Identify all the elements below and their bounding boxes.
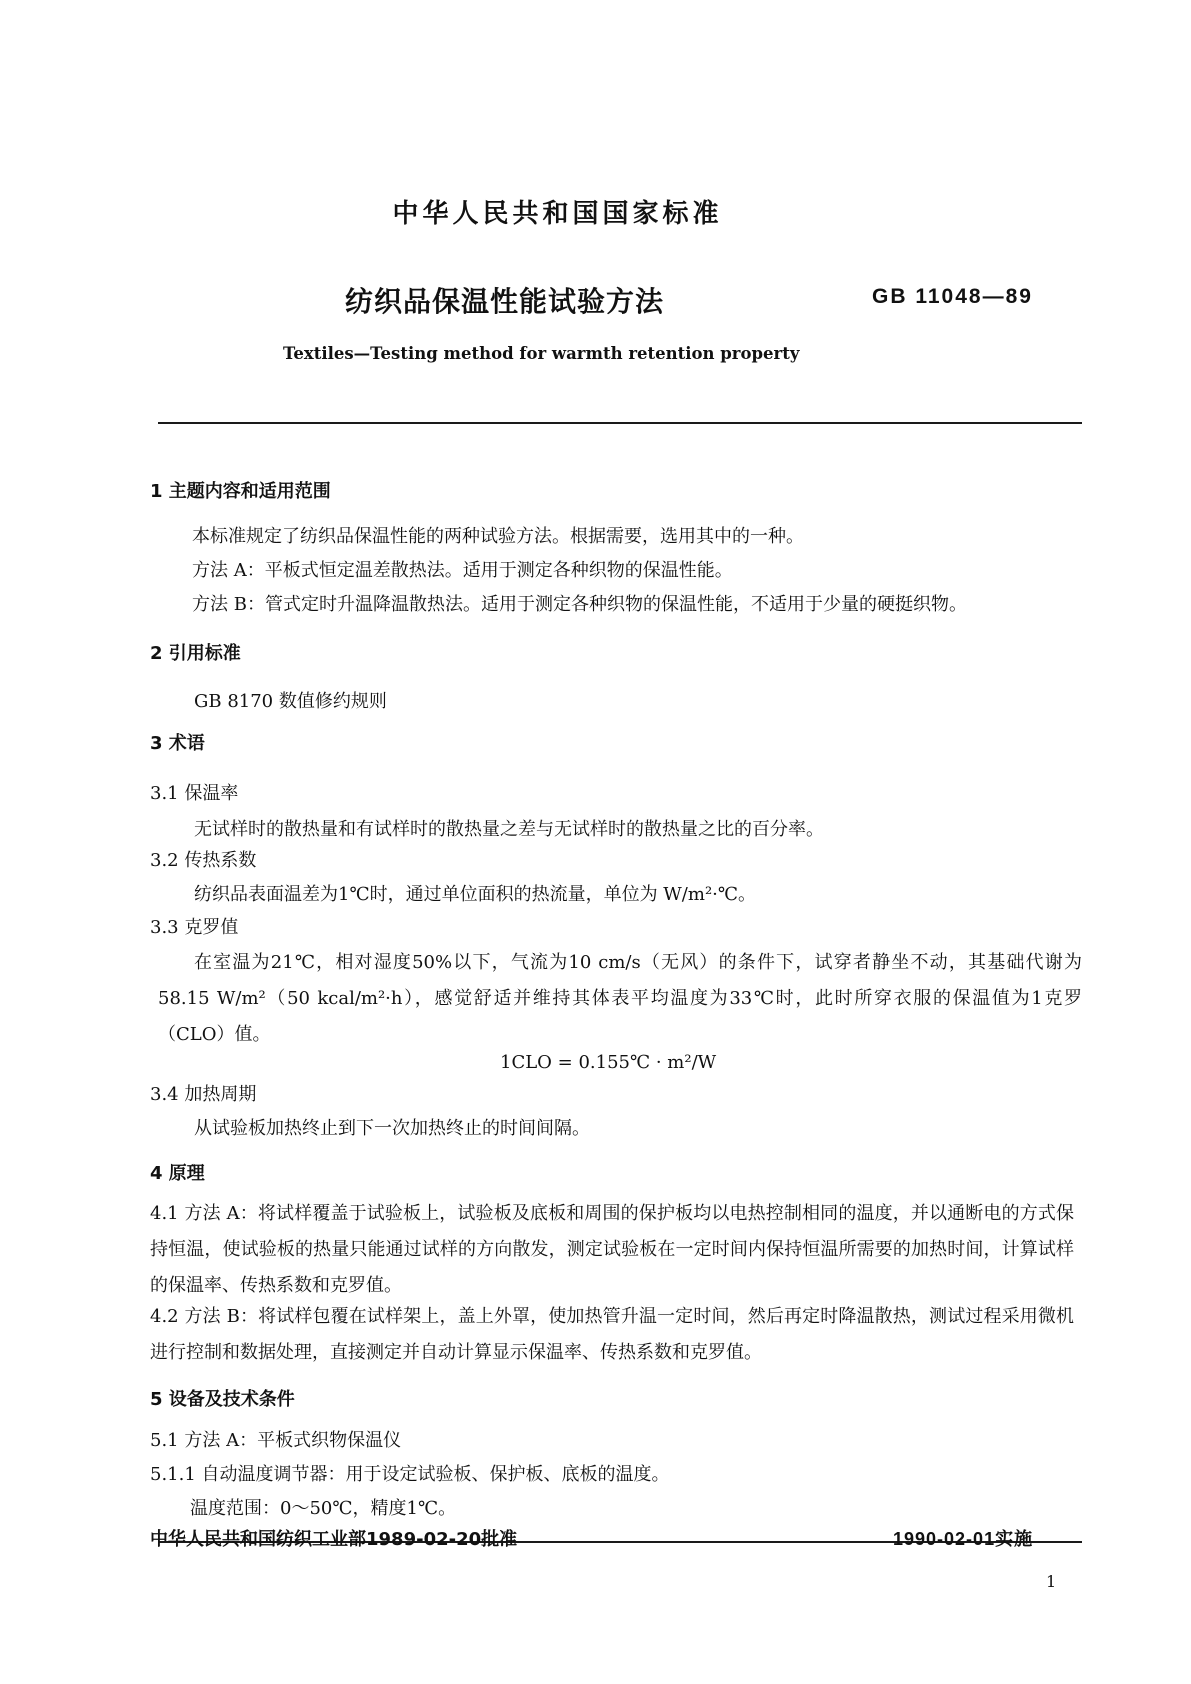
principle-4-1: 4.1 方法 A：将试样覆盖于试验板上，试验板及底板和周围的保护板均以电热控制相同的温度，并以通断电的方式保持恒温，使试验板的热量只能通过试样的方向散发，测定试验板在一定时间内保持恒温所需要的加热时间，计算试样的保温率、传热系数和克罗值。 [150, 1203, 1074, 1296]
equipment-5-1: 5.1 方法 A：平板式织物保温仪 [150, 1430, 402, 1451]
section-1-para-1: 本标准规定了纺织品保温性能的两种试验方法。根据需要，选用其中的一种。 [192, 526, 804, 547]
clo-formula: 1CLO = 0.155℃ · m²/W [500, 1052, 717, 1073]
equipment-5-1-1: 5.1.1 自动温度调节器：用于设定试验板、保护板、底板的温度。 [150, 1464, 670, 1485]
temperature-range: 温度范围：0～50℃，精度1℃。 [190, 1498, 457, 1519]
section-1-para-2: 方法 A：平板式恒定温差散热法。适用于测定各种织物的保温性能。 [192, 560, 733, 581]
term-3-2-definition: 纺织品表面温差为1℃时，通过单位面积的热流量，单位为 W/m²·℃。 [194, 884, 757, 905]
section-3-heading: 3 术语 [150, 733, 205, 754]
term-3-3-definition: 在室温为21℃，相对湿度50%以下，气流为10 cm/s（无风）的条件下，试穿者静坐不动，其基础代谢为58.15 W/m²（50 kcal/m²·h），感觉舒适并维持其体表平均温度为33℃时，此时所穿衣服的保温值为1克罗（CLO）值。 [158, 952, 1082, 1045]
document-title-cn: 纺织品保温性能试验方法 [345, 285, 665, 318]
header-divider [158, 422, 1082, 424]
section-1-para-3: 方法 B：管式定时升温降温散热法。适用于测定各种织物的保温性能，不适用于少量的硬挺织物。 [192, 594, 967, 615]
term-3-1-definition: 无试样时的散热量和有试样时的散热量之差与无试样时的散热量之比的百分率。 [194, 819, 824, 840]
document-title-en: Textiles—Testing method for warmth retention property [283, 344, 800, 363]
principle-4-2: 4.2 方法 B：将试样包覆在试样架上，盖上外罩，使加热管升温一定时间，然后再定时降温散热，测试过程采用微机进行控制和数据处理，直接测定并自动计算显示保温率、传热系数和克罗值。 [150, 1306, 1074, 1363]
approval-info: 中华人民共和国纺织工业部1989-02-20批准 [150, 1529, 518, 1550]
standard-type-title: 中华人民共和国国家标准 [392, 199, 723, 229]
section-1-heading: 1 主题内容和适用范围 [150, 481, 331, 502]
term-3-4-heading: 3.4 加热周期 [150, 1084, 257, 1105]
effective-date: 1990-02-01实施 [893, 1529, 1034, 1549]
term-3-4-definition: 从试验板加热终止到下一次加热终止的时间间隔。 [194, 1118, 590, 1139]
term-3-1-heading: 3.1 保温率 [150, 783, 239, 804]
section-2-heading: 2 引用标准 [150, 643, 241, 664]
referenced-standard: GB 8170 数值修约规则 [194, 691, 387, 712]
term-3-2-heading: 3.2 传热系数 [150, 850, 257, 871]
standard-code: GB 11048—89 [872, 285, 1033, 308]
section-5-heading: 5 设备及技术条件 [150, 1389, 295, 1410]
term-3-3-heading: 3.3 克罗值 [150, 917, 239, 938]
section-4-heading: 4 原理 [150, 1163, 205, 1184]
page-number: 1 [1046, 1572, 1057, 1591]
